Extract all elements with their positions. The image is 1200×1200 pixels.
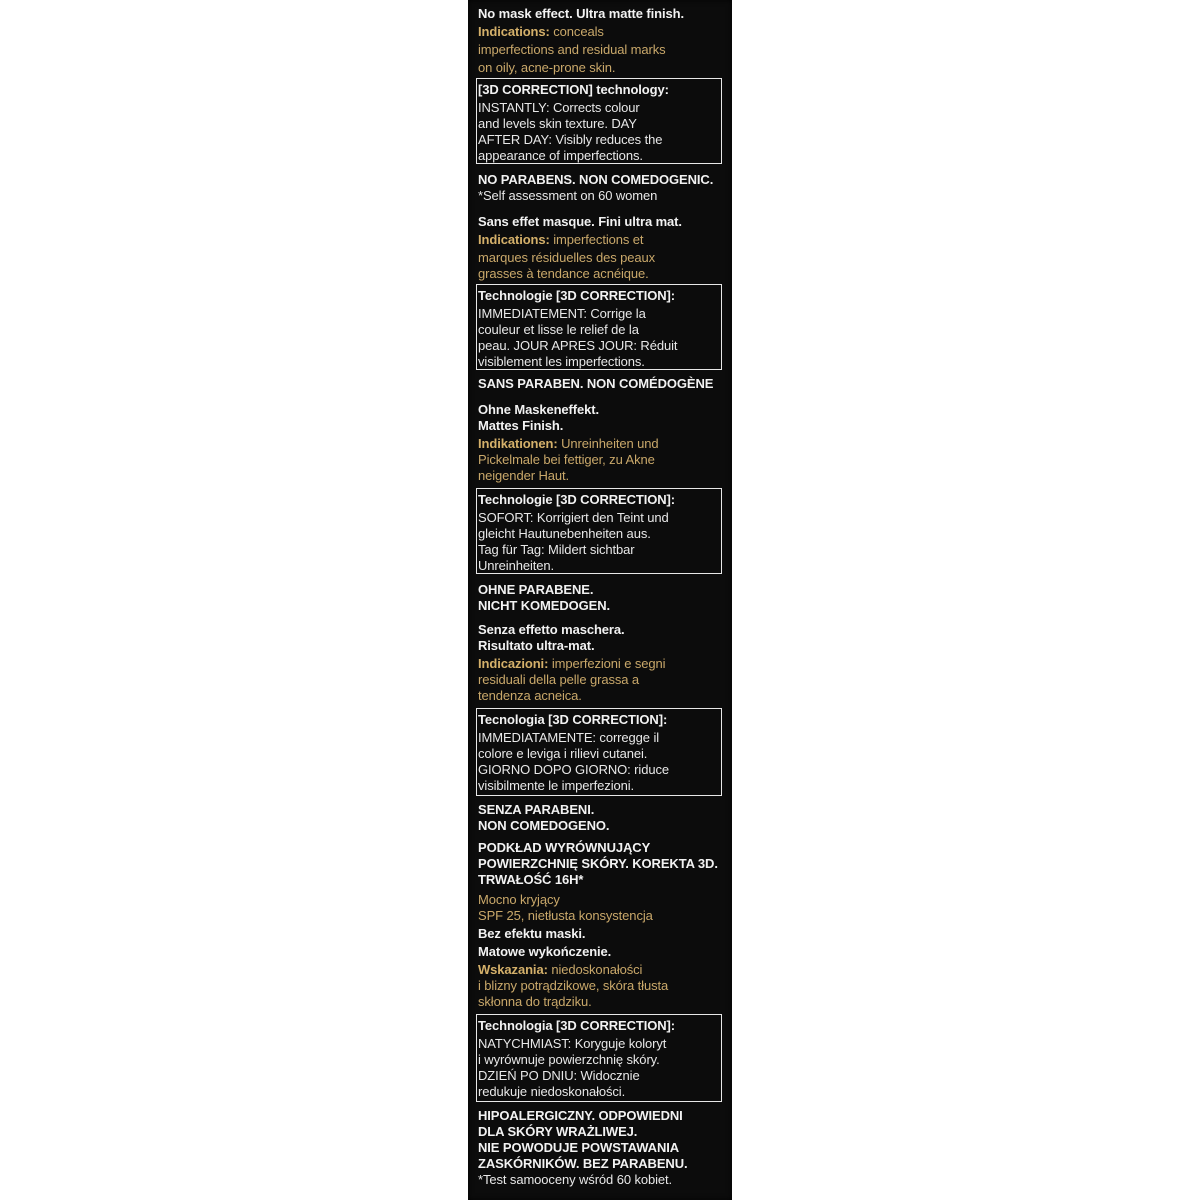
pl-indications — [478, 962, 642, 978]
pl-title-3: TRWAŁOŚĆ 16H* — [478, 872, 584, 887]
de-finish-2: Mattes Finish. — [478, 418, 564, 433]
en-footnote: *Self assessment on 60 women — [478, 188, 658, 203]
de-claims-1: OHNE PARABENE. — [478, 582, 594, 597]
pl-tech-line-2: i wyrównuje powierzchnię skóry. — [478, 1052, 660, 1067]
it-indications-text-3: tendenza acneica. — [478, 688, 582, 703]
it-tech-line-2: colore e leviga i rilievi cutanei. — [478, 746, 648, 761]
it-finish-1: Senza effetto maschera. — [478, 622, 625, 637]
en-tech-line-1: INSTANTLY: Corrects colour — [478, 100, 640, 115]
pl-tech-line-1: NATYCHMIAST: Koryguje koloryt — [478, 1036, 667, 1051]
it-tech-line-4: visibilmente le imperfezioni. — [478, 778, 635, 793]
fr-indications-text-3: grasses à tendance acnéique. — [478, 266, 649, 281]
en-claims: NO PARABENS. NON COMEDOGENIC. — [478, 172, 714, 187]
en-tech-line-3: AFTER DAY: Visibly reduces the — [478, 132, 663, 147]
it-indications-text-2: residuali della pelle grassa a — [478, 672, 640, 687]
fr-tech-line-1: IMMEDIATEMENT: Corrige la — [478, 306, 646, 321]
pl-footnote: *Test samooceny wśród 60 kobiet. — [478, 1172, 673, 1187]
it-claims-2: NON COMEDOGENO. — [478, 818, 610, 833]
pl-indications-text-2: i blizny potrądzikowe, skóra tłusta — [478, 978, 669, 993]
pl-cover-1: Mocno kryjący — [478, 892, 560, 907]
pl-tech-title: Technologia [3D CORRECTION]: — [478, 1018, 676, 1033]
en-indications-text-3: on oily, acne-prone skin. — [478, 60, 616, 75]
fr-tech-line-2: couleur et lisse le relief de la — [478, 322, 639, 337]
pl-indications-text-1: niedoskonałości — [551, 962, 643, 977]
pl-tech-line-3: DZIEŃ PO DNIU: Widocznie — [478, 1068, 640, 1083]
en-indications — [478, 24, 604, 40]
en-tech-line-2: and levels skin texture. DAY — [478, 116, 637, 131]
fr-indications — [478, 232, 643, 248]
fr-indications-text-1: imperfections et — [553, 232, 644, 247]
de-claims-2: NICHT KOMEDOGEN. — [478, 598, 611, 613]
de-tech-title: Technologie [3D CORRECTION]: — [478, 492, 676, 507]
fr-tech-title: Technologie [3D CORRECTION]: — [478, 288, 676, 303]
it-tech-line-3: GIORNO DOPO GIORNO: riduce — [478, 762, 669, 777]
it-indications — [478, 656, 665, 672]
de-indications-label: Indikationen: — [478, 436, 558, 451]
en-indications-text-2: imperfections and residual marks — [478, 42, 666, 57]
product-label-strip — [468, 0, 732, 1200]
fr-indications-label: Indications: — [478, 232, 550, 247]
de-indications — [478, 436, 659, 452]
pl-finish-2: Matowe wykończenie. — [478, 944, 612, 959]
pl-indications-text-3: skłonna do trądziku. — [478, 994, 592, 1009]
de-tech-line-4: Unreinheiten. — [478, 558, 555, 573]
de-finish-1: Ohne Maskeneffekt. — [478, 402, 600, 417]
pl-tech-line-4: redukuje niedoskonałości. — [478, 1084, 626, 1099]
fr-indications-text-2: marques résiduelles des peaux — [478, 250, 656, 265]
it-tech-line-1: IMMEDIATAMENTE: corregge il — [478, 730, 660, 745]
it-finish-2: Risultato ultra-mat. — [478, 638, 595, 653]
fr-finish: Sans effet masque. Fini ultra mat. — [478, 214, 682, 229]
en-indications-label: Indications: — [478, 24, 550, 39]
pl-claims-1: HIPOALERGICZNY. ODPOWIEDNI — [478, 1108, 683, 1123]
pl-title-2: POWIERZCHNIĘ SKÓRY. KOREKTA 3D. — [478, 856, 718, 871]
de-indications-text-3: neigender Haut. — [478, 468, 570, 483]
de-tech-line-2: gleicht Hautunebenheiten aus. — [478, 526, 651, 541]
de-indications-text-2: Pickelmale bei fettiger, zu Akne — [478, 452, 655, 467]
en-tech-line-4: appearance of imperfections. — [478, 148, 643, 163]
en-tech-title: [3D CORRECTION] technology: — [478, 82, 669, 97]
en-indications-text-1: conceals — [553, 24, 604, 39]
fr-tech-line-3: peau. JOUR APRES JOUR: Réduit — [478, 338, 678, 353]
fr-claims: SANS PARABEN. NON COMÉDOGÈNE — [478, 376, 714, 391]
pl-claims-3: NIE POWODUJE POWSTAWANIA — [478, 1140, 680, 1155]
en-finish: No mask effect. Ultra matte finish. — [478, 6, 684, 21]
pl-claims-2: DLA SKÓRY WRAŻLIWEJ. — [478, 1124, 638, 1139]
de-indications-text-1: Unreinheiten und — [561, 436, 659, 451]
pl-cover-2: SPF 25, nietłusta konsystencja — [478, 908, 653, 923]
it-claims-1: SENZA PARABENI. — [478, 802, 595, 817]
de-tech-line-1: SOFORT: Korrigiert den Teint und — [478, 510, 669, 525]
it-indications-label: Indicazioni: — [478, 656, 549, 671]
fr-tech-line-4: visiblement les imperfections. — [478, 354, 645, 369]
it-indications-text-1: imperfezioni e segni — [551, 656, 666, 671]
it-tech-title: Tecnologia [3D CORRECTION]: — [478, 712, 668, 727]
pl-indications-label: Wskazania: — [478, 962, 548, 977]
pl-finish-1: Bez efektu maski. — [478, 926, 586, 941]
pl-title-1: PODKŁAD WYRÓWNUJĄCY — [478, 840, 651, 855]
de-tech-line-3: Tag für Tag: Mildert sichtbar — [478, 542, 635, 557]
pl-claims-4: ZASKÓRNIKÓW. BEZ PARABENU. — [478, 1156, 688, 1171]
